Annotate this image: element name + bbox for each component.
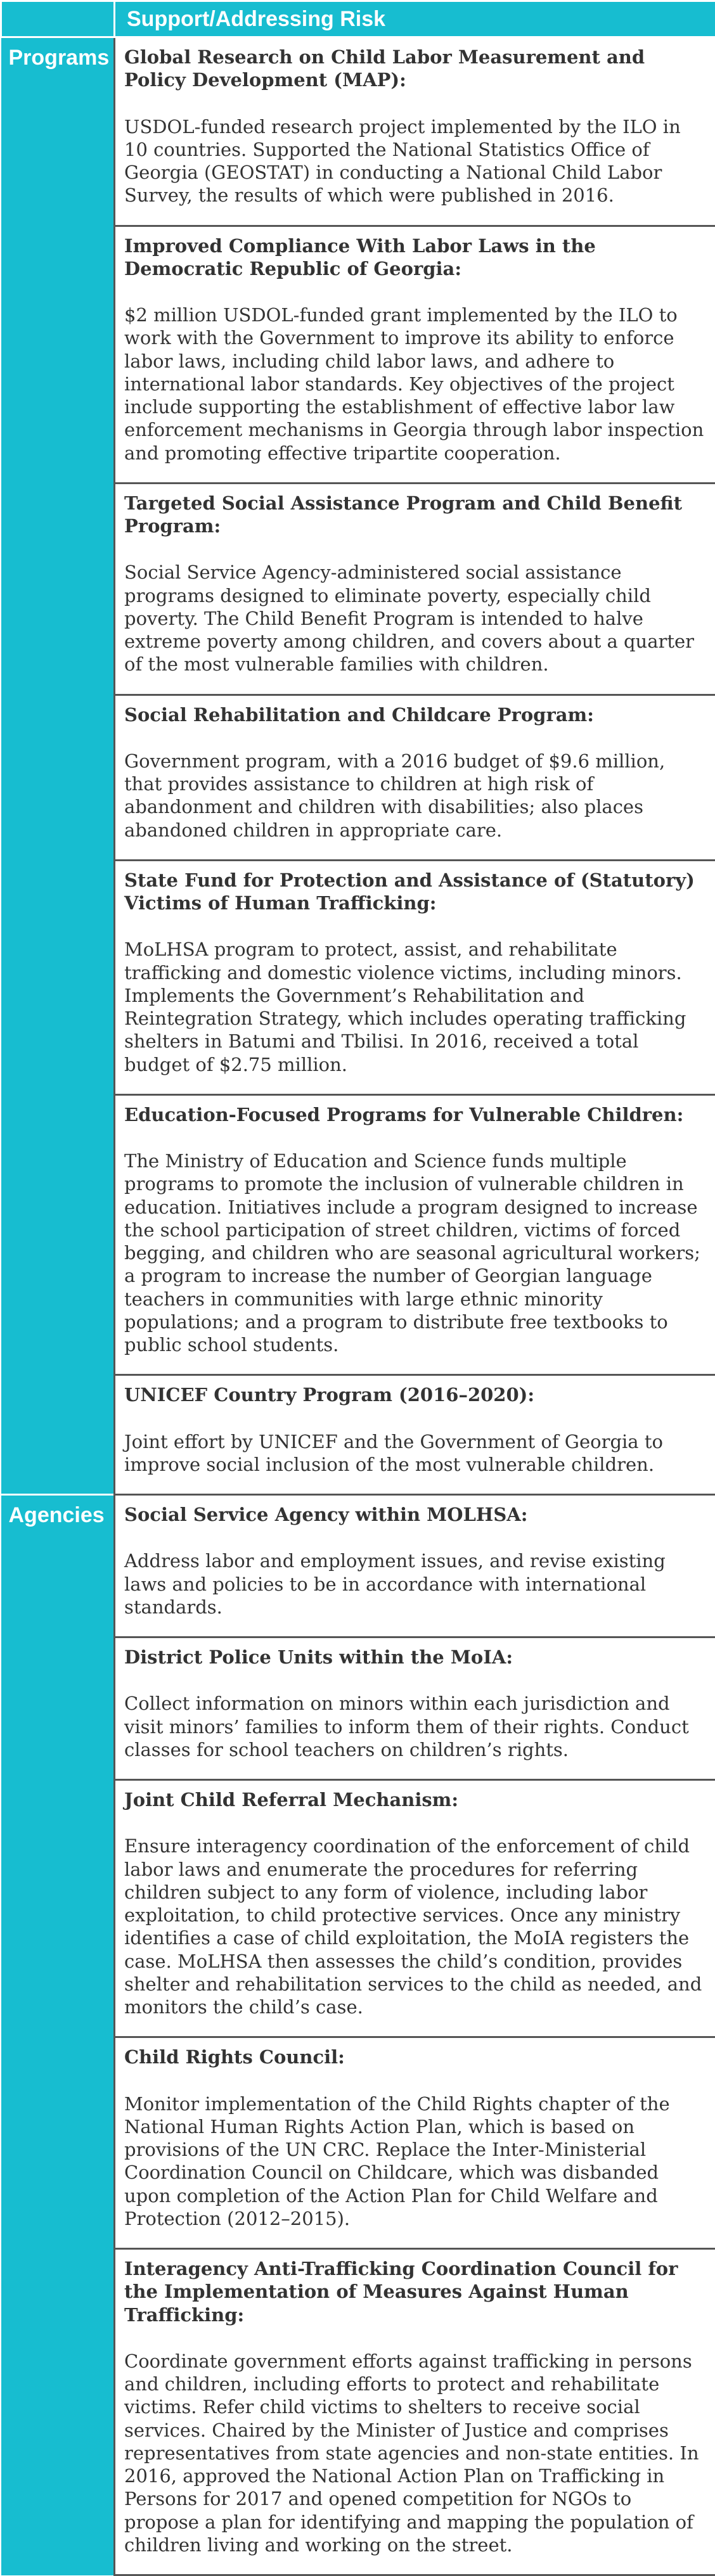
entry-description: Ensure interagency coordination of the enforcement of child labor laws and enumerate the procedures for referring children subject to any form of violence, including labor exploitation, to child protective services. Once any ministry identifies a case of child exploitation, the MoIA registers the case. MoLHSA then assesses the child’s condition, provides shelter and rehabilitation services to the child as needed, and monitors the child’s case. [124,1835,705,2018]
entry-cell [115,1780,715,2037]
section-label-agencies: Agencies [1,1495,115,2575]
entry-description: MoLHSA program to protect, assist, and rehabilitate trafficking and domestic violence victims, including minors. Implements the Government’s Rehabilitation and Reintegration Strategy, which includes operating trafficking shelters in Batumi and Tbilisi. In 2016, received a total budget of $2.75 million. [124,938,705,1076]
entry-description: Address labor and employment issues, and revise existing laws and policies to be in accordance with international standards. [124,1549,705,1618]
entry-title: Joint Child Referral Mechanism: [124,1788,705,1811]
entry-description: Joint effort by UNICEF and the Government of Georgia to improve social inclusion of the most vulnerable children. [124,1430,705,1477]
table-header-row [1,1,715,37]
header-support-addressing-risk: Support/Addressing Risk [115,1,715,37]
entry-title: Social Rehabilitation and Childcare Program: [124,703,705,726]
header-empty-cell [1,1,115,37]
entry-cell [115,1495,715,1637]
entry-title: Improved Compliance With Labor Laws in the Democratic Republic of Georgia: [124,234,705,281]
entry-cell [115,2249,715,2575]
entry-cell [115,226,715,483]
entry-cell [115,483,715,695]
entry-title: State Fund for Protection and Assistance of (Statutory) Victims of Human Trafficking: [124,869,705,915]
entry-description: Monitor implementation of the Child Rights chapter of the National Human Rights Action Plan, which is based on provisions of the UN CRC. Replace the Inter-Ministerial Coordination Council on Childcare, which was disbanded upon completion of the Action Plan for Child Welfare and Protection (2012–2015). [124,2092,705,2231]
entry-description: Coordinate government efforts against trafficking in persons and children, including efforts to protect and rehabilitate victims. Refer child victims to shelters to receive social services. Chaired by the Minister of Justice and comprises representatives from state agencies and non-state entities. In 2016, approved the National Action Plan on Trafficking in Persons for 2017 and opened competition for NGOs to propose a plan for identifying and mapping the population of children living and working on the street. [124,2350,705,2556]
entry-cell [115,1637,715,1780]
section-label-programs: Programs [1,37,115,1495]
entry-cell [115,860,715,1094]
table-row [1,1495,715,1637]
entry-title: Global Research on Child Labor Measurement and Policy Development (MAP): [124,46,705,92]
entry-description: The Ministry of Education and Science funds multiple programs to promote the inclusion of vulnerable children in education. Initiatives include a program designed to increase the school participation of street children, victims of forced begging, and children who are seasonal agricultural workers; a program to increase the number of Georgian language teachers in communities with large ethnic minority populations; and a program to distribute free textbooks to public school students. [124,1150,705,1356]
entry-description: $2 million USDOL-funded grant implemented by the ILO to work with the Government to improve its ability to enforce labor laws, including child labor laws, and adhere to international labor standards. Key objectives of the project include supporting the establishment of effective labor law enforcement mechanisms in Georgia through labor inspection and promoting effective tripartite cooperation. [124,304,705,465]
entry-cell [115,1375,715,1495]
entry-title: UNICEF Country Program (2016–2020): [124,1383,705,1406]
entry-title: Targeted Social Assistance Program and Child Benefit Program: [124,492,705,538]
entry-title: Education-Focused Programs for Vulnerable Children: [124,1103,705,1126]
entry-cell [115,2037,715,2249]
entry-description: Collect information on minors within each jurisdiction and visit minors’ families to inform them of their rights. Conduct classes for school teachers on children’s rights. [124,1692,705,1761]
entry-description: USDOL-funded research project implemented by the ILO in 10 countries. Supported the National Statistics Office of Georgia (GEOSTAT) in conducting a National Child Labor Survey, the results of which were published in 2016. [124,115,705,207]
entry-description: Government program, with a 2016 budget of $9.6 million, that provides assistance to children at high risk of abandonment and children with disabilities; also places abandoned children in appropriate care. [124,750,705,842]
entry-cell [115,37,715,226]
entry-title: Child Rights Council: [124,2046,705,2068]
entry-title: Interagency Anti-Trafficking Coordination Council for the Implementation of Measures Against Human Trafficking: [124,2257,705,2326]
table-body [1,37,715,2575]
entry-cell [115,1094,715,1375]
entry-title: District Police Units within the MoIA: [124,1646,705,1669]
table-row [1,37,715,226]
entry-cell [115,695,715,860]
entry-description: Social Service Agency-administered social assistance programs designed to eliminate poverty, especially child poverty. The Child Benefit Program is intended to halve extreme poverty among children, and covers about a quarter of the most vulnerable families with children. [124,561,705,676]
entry-title: Social Service Agency within MOLHSA: [124,1503,705,1526]
